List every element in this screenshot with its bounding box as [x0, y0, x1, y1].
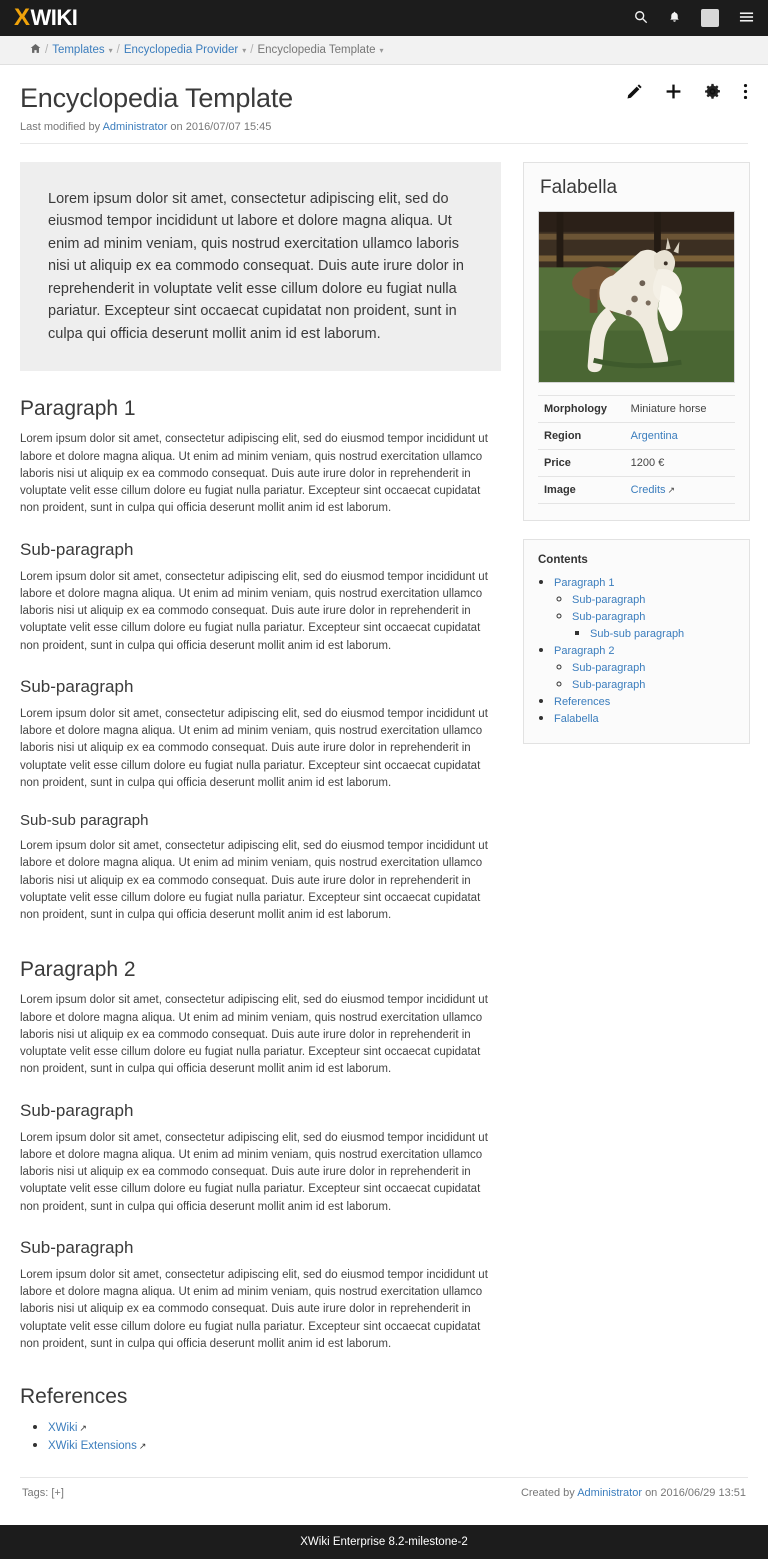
toc-link-paragraph-2[interactable]: Paragraph 2: [554, 645, 615, 657]
breadcrumb-caret-icon[interactable]: ▾: [379, 45, 384, 55]
document-footer: [20, 1477, 748, 1511]
created-date: on 2016/06/29 13:51: [645, 1487, 746, 1500]
list-item: [554, 642, 735, 691]
heading-p1-sub-2: Sub-paragraph: [20, 676, 134, 696]
xwiki-logo[interactable]: [14, 4, 77, 32]
document-meta: [20, 121, 748, 133]
table-row: [538, 396, 735, 423]
document-actions: [626, 83, 748, 103]
paragraph-text: Lorem ipsum dolor sit amet, consectetur adipiscing elit, sed do eiusmod tempor incididunt ut labore et dolore magna aliqua. Ut enim ad minim veniam, quis nostrud exercitation ullamco laboris nisi ut aliquip ex ea commodo consequat. Duis aute irure dolor in reprehenderit in voluptate velit esse cillum dolore eu fugiat nulla pariatur. Excepteur sint occaecat cupidatat non proident, sunt in culpa qui officia deserunt mollit anim id est laborum.: [20, 433, 488, 515]
paragraph-text: Lorem ipsum dolor sit amet, consectetur adipiscing elit, sed do eiusmod tempor incididunt ut labore et dolore magna aliqua. Ut enim ad minim veniam, quis nostrud exercitation ullamco laboris nisi ut aliquip ex ea commodo consequat. Duis aute irure dolor in reprehenderit in voluptate velit esse cillum dolore eu fugiat nulla pariatur. Excepteur sint occaecat cupidatat non proident, sunt in culpa qui officia deserunt mollit anim id est laborum.: [20, 707, 488, 789]
breadcrumb-item-current: Encyclopedia Template: [257, 44, 376, 56]
property-link-credits[interactable]: Credits: [630, 484, 666, 496]
tags-area: [22, 1487, 64, 1499]
toc-link-p1-sub-1[interactable]: Sub-paragraph: [572, 594, 646, 606]
page-wrapper: [0, 65, 768, 1511]
sidebar: [523, 162, 750, 762]
property-value: 1200 €: [625, 450, 735, 477]
toc-link-p2-sub-2[interactable]: Sub-paragraph: [572, 679, 646, 691]
menu-icon[interactable]: [739, 11, 754, 25]
heading-references: References: [20, 1385, 128, 1409]
falabella-photo: [538, 211, 735, 383]
paragraph-text: Lorem ipsum dolor sit amet, consectetur adipiscing elit, sed do eiusmod tempor incididunt ut labore et dolore magna aliqua. Ut enim ad minim veniam, quis nostrud exercitation ullamco laboris nisi ut aliquip ex ea commodo consequat. Duis aute irure dolor in reprehenderit in voluptate velit esse cillum dolore eu fugiat nulla pariatur. Excepteur sint occaecat cupidatat non proident, sunt in culpa qui officia deserunt mollit anim id est laborum.: [20, 840, 488, 922]
toc-link-falabella[interactable]: Falabella: [554, 713, 599, 725]
last-modified-date: on 2016/07/07 15:45: [170, 121, 272, 133]
heading-paragraph-1: Paragraph 1: [20, 397, 136, 421]
search-icon[interactable]: [634, 10, 648, 26]
last-modified-user[interactable]: Administrator: [102, 121, 168, 133]
property-link-region[interactable]: Argentina: [630, 430, 678, 442]
add-icon[interactable]: [665, 83, 682, 103]
content-row: [20, 144, 748, 1455]
created-info: [521, 1487, 746, 1499]
heading-p2-sub-1: Sub-paragraph: [20, 1100, 134, 1120]
property-key: Region: [538, 423, 625, 450]
breadcrumb-caret-icon[interactable]: ▾: [108, 45, 113, 55]
navbar-actions: [634, 9, 754, 27]
contents-title: Contents: [538, 554, 588, 566]
logo-x-mark: X: [14, 4, 30, 31]
main-content: [20, 162, 501, 1455]
toc-sublist: [554, 659, 735, 691]
table-row: [538, 450, 735, 477]
list-item: [48, 1437, 501, 1452]
breadcrumb-item-encyclopedia-provider[interactable]: Encyclopedia Provider: [123, 44, 239, 56]
table-of-contents: [538, 574, 735, 725]
list-item: [572, 591, 735, 606]
list-item: [572, 608, 735, 640]
document-header: [20, 65, 748, 144]
toc-subsublist: [572, 625, 735, 640]
heading-p1-sub-1: Sub-paragraph: [20, 539, 134, 559]
created-prefix: Created by: [520, 1487, 575, 1500]
breadcrumb-separator: /: [116, 44, 120, 56]
toc-link-p1-sub-2[interactable]: Sub-paragraph: [572, 611, 646, 623]
paragraph-text: Lorem ipsum dolor sit amet, consectetur adipiscing elit, sed do eiusmod tempor incididunt ut labore et dolore magna aliqua. Ut enim ad minim veniam, quis nostrud exercitation ullamco laboris nisi ut aliquip ex ea commodo consequat. Duis aute irure dolor in reprehenderit in voluptate velit esse cillum dolore eu fugiat nulla pariatur. Excepteur sint occaecat cupidatat non proident, sunt in culpa qui officia deserunt mollit anim id est laborum.: [20, 1268, 488, 1350]
toc-sublist: [554, 591, 735, 640]
reference-link-xwiki[interactable]: XWiki: [48, 1422, 78, 1435]
property-value: Miniature horse: [625, 396, 735, 423]
external-link-icon: ↗: [667, 485, 676, 495]
list-item: [554, 693, 735, 708]
breadcrumb-home-icon[interactable]: [30, 43, 41, 57]
paragraph-text: Lorem ipsum dolor sit amet, consectetur adipiscing elit, sed do eiusmod tempor incididunt ut labore et dolore magna aliqua. Ut enim ad minim veniam, quis nostrud exercitation ullamco laboris nisi ut aliquip ex ea commodo consequat. Duis aute irure dolor in reprehenderit in voluptate velit esse cillum dolore eu fugiat nulla pariatur. Excepteur sint occaecat cupidatat non proident, sunt in culpa qui officia deserunt mollit anim id est laborum.: [20, 570, 488, 652]
page-title: Encyclopedia Template: [20, 83, 293, 113]
list-item: [572, 676, 735, 691]
created-user[interactable]: Administrator: [577, 1487, 642, 1500]
breadcrumb-caret-icon[interactable]: ▾: [242, 45, 247, 55]
breadcrumb-item-templates[interactable]: Templates: [52, 44, 105, 56]
last-modified-prefix: Last modified by: [20, 121, 101, 133]
more-vertical-icon[interactable]: [743, 83, 748, 103]
entry-panel-falabella: [523, 162, 750, 521]
heading-paragraph-2: Paragraph 2: [20, 958, 136, 982]
property-key: Price: [538, 450, 625, 477]
gear-icon[interactable]: [704, 83, 721, 103]
breadcrumb-separator: /: [250, 44, 254, 56]
edit-pencil-icon[interactable]: [626, 83, 643, 103]
logo-text: WIKI: [30, 5, 78, 30]
user-avatar[interactable]: [701, 9, 719, 27]
lead-paragraph-box: Lorem ipsum dolor sit amet, consectetur adipiscing elit, sed do eiusmod tempor incididunt ut labore et dolore magna aliqua. Ut enim ad minim veniam, quis nostrud exercitation ullamco laboris nisi ut aliquip ex ea commodo consequat. Duis aute irure dolor in reprehenderit in voluptate velit esse cillum dolore eu fugiat nulla pariatur. Excepteur sint occaecat cupidatat non proident, sunt in culpa qui officia deserunt mollit anim id est laborum.: [20, 162, 501, 371]
breadcrumb-separator: /: [45, 44, 49, 56]
paragraph-text: Lorem ipsum dolor sit amet, consectetur adipiscing elit, sed do eiusmod tempor incididunt ut labore et dolore magna aliqua. Ut enim ad minim veniam, quis nostrud exercitation ullamco laboris nisi ut aliquip ex ea commodo consequat. Duis aute irure dolor in reprehenderit in voluptate velit esse cillum dolore eu fugiat nulla pariatur. Excepteur sint occaecat cupidatat non proident, sunt in culpa qui officia deserunt mollit anim id est laborum.: [20, 994, 488, 1076]
properties-table: [538, 395, 735, 504]
tags-toggle[interactable]: [+]: [51, 1487, 64, 1500]
toc-link-references[interactable]: References: [554, 696, 611, 708]
list-item: [554, 710, 735, 725]
heading-p2-sub-2: Sub-paragraph: [20, 1237, 134, 1257]
external-link-icon: ↗: [79, 1423, 87, 1434]
list-item: [48, 1419, 501, 1434]
property-value-cell: [625, 423, 735, 450]
breadcrumb: [0, 36, 768, 65]
version-bar: XWiki Enterprise 8.2-milestone-2: [0, 1525, 768, 1559]
paragraph-text: Lorem ipsum dolor sit amet, consectetur adipiscing elit, sed do eiusmod tempor incididunt ut labore et dolore magna aliqua. Ut enim ad minim veniam, quis nostrud exercitation ullamco laboris nisi ut aliquip ex ea commodo consequat. Duis aute irure dolor in reprehenderit in voluptate velit esse cillum dolore eu fugiat nulla pariatur. Excepteur sint occaecat cupidatat non proident, sunt in culpa qui officia deserunt mollit anim id est laborum.: [20, 1131, 488, 1213]
property-value-cell: [625, 477, 735, 504]
list-item: [572, 659, 735, 674]
toc-link-p2-sub-1[interactable]: Sub-paragraph: [572, 662, 646, 674]
entry-title: Falabella: [540, 177, 618, 198]
toc-link-p1-sub-sub[interactable]: Sub-sub paragraph: [590, 628, 685, 640]
bell-icon[interactable]: [668, 10, 681, 26]
heading-p1-sub-sub: Sub-sub paragraph: [20, 812, 149, 830]
external-link-icon: ↗: [138, 1441, 147, 1452]
contents-panel: [523, 539, 750, 744]
top-navbar: [0, 0, 768, 36]
toc-link-paragraph-1[interactable]: Paragraph 1: [554, 577, 615, 589]
list-item: [554, 574, 735, 640]
list-item: [590, 625, 735, 640]
property-key: Image: [538, 477, 625, 504]
property-key: Morphology: [538, 396, 625, 423]
reference-link-xwiki-extensions[interactable]: XWiki Extensions: [48, 1440, 137, 1453]
table-row: [538, 423, 735, 450]
tags-label: Tags:: [22, 1487, 49, 1500]
table-row: [538, 477, 735, 504]
reference-list: [20, 1419, 501, 1452]
